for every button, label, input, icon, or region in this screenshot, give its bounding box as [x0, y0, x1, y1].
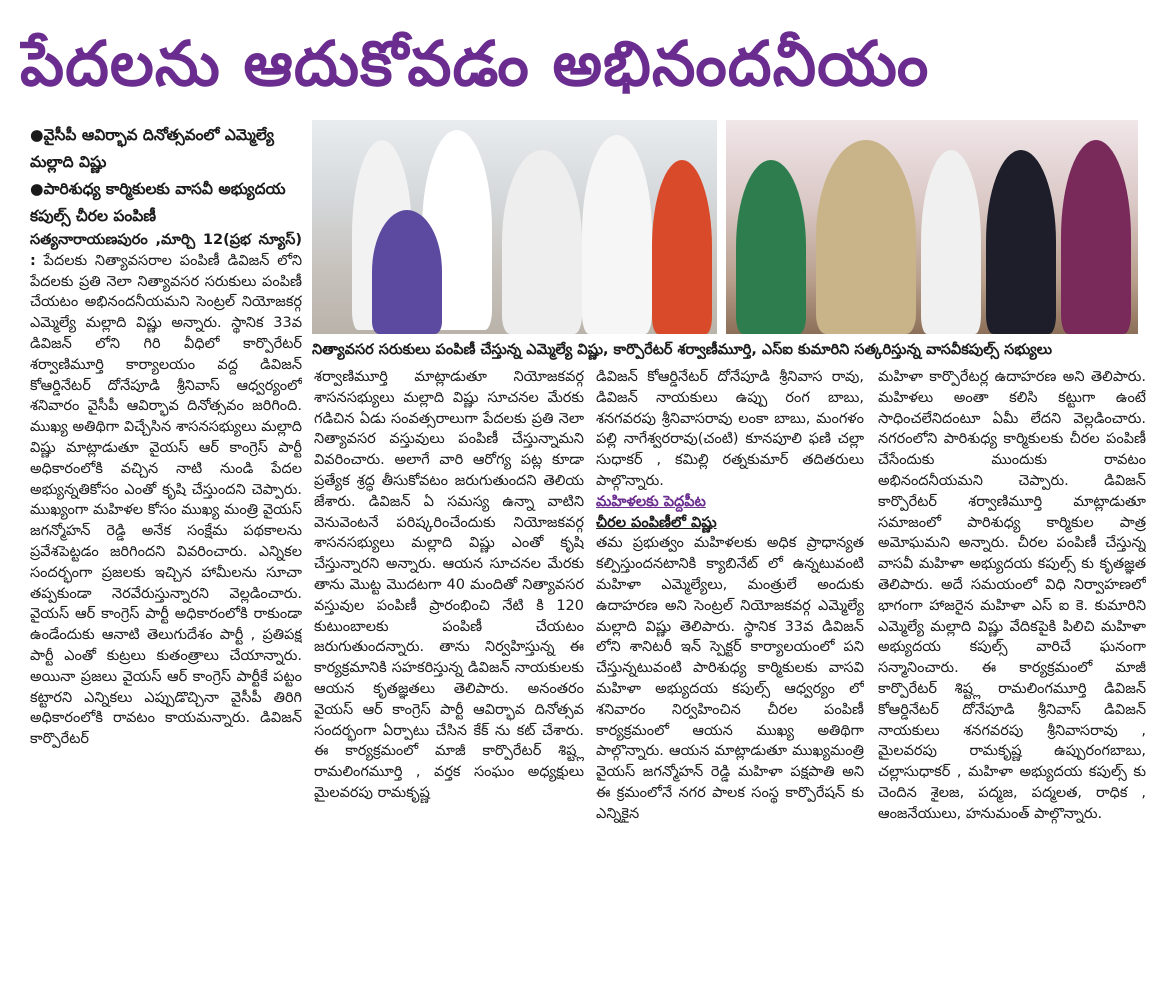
dateline: సత్యనారాయణపురం ,మార్చి 12(ప్రభ న్యూస్) :	[30, 232, 302, 269]
subheading: చీరల పంపిణీలో విష్ణు	[596, 514, 717, 531]
article-text: డివిజన్ కోఆర్డినేటర్ దోనేపూడి శ్రీనివాస రావు, డివిజన్ నాయకులు ఉప్పు రంగ బాబు, శనగవరపు శ్రీనివాసరావు లంకా బాబు, మంగళం పల్లి నాగేశ్వరరావు(చంటి) కూనపూలి ఫణి చల్లా సుధాకర్ , కమిల్లి రత్నకుమార్ తదితరులు పాల్గొన్నారు.	[596, 369, 864, 489]
photo-caption: నిత్యావసర సరుకులు పంపిణీ చేస్తున్న ఎమ్మెల్యే విష్ణు, కార్పొరేటర్ శర్వాణీమూర్తి, ఎస్ఐ కుమారిని సత్కరిస్తున్న వాసవీకపుల్స్ సభ్యులు	[312, 342, 1053, 358]
headline: పేదలను ఆదుకోవడం అభినందనీయం	[20, 27, 930, 100]
photo-area	[312, 120, 1138, 334]
bullet-point: ●వైసీపీ ఆవిర్భావ దినోత్సవంలో ఎమ్మెల్యే మల్లాది విష్ణు	[30, 126, 274, 171]
article-text: తమ ప్రభుత్వం మహిళలకు అధిక ప్రాధాన్యత కల్పిస్తుందనటానికి క్యాబినేట్ లో ఉన్నటువంటి మహిళా ఎమ్మెల్యేలు, మంత్రులే అందుకు ఉదాహరణ అని సెంట్రల్ నియోజకవర్గ ఎమ్మెల్యే మల్లాది విష్ణు తెలిపారు. స్థానిక 33వ డివిజన్ లోని శానిటరీ ఇన్ స్పెక్టర్ కార్యాలయంలో పని చేస్తున్నటువంటి పారిశుధ్య కార్మికులకు వాసవి మహిళా అభ్యుదయ కపుల్స్ ఆధ్వర్యం లో శనివారం నిర్వహించిన చీరల పంపిణీ కార్యక్రమంలో ఆయన ముఖ్య అతిథిగా పాల్గొన్నారు. ఆయన మాట్లాడుతూ ముఖ్యమంత్రి వైయస్ జగన్మోహన్ రెడ్డి మహిళా పక్షపాతి అని ఈ క్రమంలోనే నగర పాలక సంస్థ కార్పొరేషన్ కు ఎన్నికైన	[596, 535, 864, 822]
article-column-4	[878, 367, 1146, 932]
article-text: మహిళా కార్పొరేటర్ల ఉదాహరణ అని తెలిపారు. మహిళలు అంతా కలిసి కట్టుగా ఉంటే సాధించలేనిదంటూ ఏమీ లేదని వెల్లడించారు. నగరంలోని పారిశుధ్య కార్మికులకు చీరల పంపిణీ చేసేందుకు ముందుకు రావటం అభినందనీయమని చెప్పారు. డివిజన్ కార్పొరేటర్ శర్వాణిమూర్తి మాట్లాడుతూ సమాజంలో పారిశుధ్య కార్మికుల పాత్ర అమోఘమని అన్నారు. చీరల పంపిణీ చేస్తున్న వాసవీ మహిళా అభ్యుదయ కపుల్స్ కు కృతజ్ఞత తెలిపారు. అదే సమయంలో విధి నిర్వాహణలో భాగంగా హాజరైన మహిళా ఎస్ ఐ కె. కుమారిని ఎమ్మెల్యే మల్లాది విష్ణు వేదికపైకి పిలిచి మహిళా అభ్యుదయ కపుల్స్ వారిచే ఘనంగా సన్మానించారు. ఈ కార్యక్రమంలో మాజీ కార్పొరేటర్ శిష్ట్ల రామలింగమూర్తి డివిజన్ కోఆర్డినేటర్ దోనేపూడి శ్రీనివాస్ డివిజన్ నాయకులు శనగవరపు శ్రీనివాసరావు , మైలవరపు రామకృష్ణ ఉప్పురంగబాబు, చల్లాసుధాకర్ , మహిళా అభ్యుదయ కపుల్స్ కు చెందిన శైలజ, పద్మజ, పద్మలత, రాధిక , ఆంజనేయులు, హనుమంత్ పాల్గొన్నారు.	[878, 369, 1146, 822]
article-paragraph	[30, 230, 302, 750]
article-text: శర్వాణిమూర్తి మాట్లాడుతూ నియోజకవర్గ శాసనసభ్యులు మల్లాది విష్ణు సూచనల మేరకు గడిచిన ఏడు సంవత్సరాలుగా పేదలకు ప్రతి నెలా నిత్యావసర వస్తువులు పంపిణీ చేస్తున్నామని వివరించారు. అలాగే వారి ఆరోగ్య పట్ల కూడా ప్రత్యేక శ్రద్ధ తీసుకోవటం జరుగుతుందని తెలియ జేశారు. డివిజన్ ఏ సమస్య ఉన్నా వాటిని వెనువెంటనే పరిష్కరించేందుకు నియోజకవర్గ శాసనసభ్యులు మల్లాది విష్ణు ఎంతో కృషి చేస్తున్నారని అన్నారు. ఆయన సూచనల మేరకు తాను మొట్ట మొదటగా 40 మందితో నిత్యావసర వస్తువుల పంపిణీ ప్రారంభించి నేటి కి 120 కుటుంబాలకు పంపిణీ చేయటం జరుగుతుందన్నారు. తాను నిర్వహిస్తున్న ఈ కార్యక్రమానికి సహకరిస్తున్న డివిజన్ నాయకులకు ఆయన కృతజ్ఞతలు తెలిపారు. అనంతరం వైయస్ ఆర్ కాంగ్రెస్ పార్టీ ఆవిర్భావ దినోత్సవ సందర్భంగా ఏర్పాటు చేసిన కేక్ ను కట్ చేశారు. ఈ కార్యక్రమంలో మాజీ కార్పొరేటర్ శిష్ట్ల రామలింగమూర్తి , వర్తక సంఘం అధ్యక్షులు మైలవరపు రామకృష్ణ	[314, 369, 584, 801]
article-column-3	[596, 367, 864, 932]
article-column-1	[30, 122, 302, 932]
bullet-point: ●పారిశుధ్య కార్మికులకు వాసవీ అభ్యుదయ కపుల్స్ చీరల పంపిణీ	[30, 180, 286, 225]
article-column-2	[314, 367, 584, 932]
article-text: పేదలకు నిత్యావసరాల పంపిణీ డివిజన్ లోని పేదలకు ప్రతి నెలా నిత్యావసర సరుకులు పంపిణీ చేయటం అభినందనీయమని సెంట్రల్ నియోజకర్గ ఎమ్మెల్యే మల్లాది విష్ణు అన్నారు. స్థానిక 33వ డివిజన్ లోని గిరి వీధిలో కార్పొరేటర్ శర్వాణిమూర్తి కార్యాలయం వద్ద డివిజన్ కోఆర్డినేటర్ దోనేపూడి శ్రీనివాస్ ఆధ్వర్యంలో శనివారం వైసీపీ ఆవిర్భావ దినోత్సవం జరిగింది. ముఖ్య అతిథిగా విచ్చేసిన శాసనసభ్యులు మల్లాది విష్ణు మాట్లాడుతూ వైయస్ ఆర్ కాంగ్రెస్ పార్టీ అధికారంలోకి వచ్చిన నాటి నుండి పేదల అభ్యున్నతికోసం ఎంతో కృషి చేస్తుందని చెప్పారు. ముఖ్యంగా మహిళల కోసం ముఖ్య మంత్రి వైయస్ జగన్మోహన్ రెడ్డి అనేక సంక్షేమ పథకాలను ప్రవేశపెట్టడం జరిగిందని వివరించారు. ఎన్నికల సందర్భంగా ప్రజలకు ఇచ్చిన హామీలను సూచా తప్పకుండా నెరవేరుస్తున్నారని వెల్లడించారు. వైయస్ ఆర్ కాంగ్రెస్ పార్టీ అధికారంలోకి రాకుండా ఉండేందుకు ఆనాటి తెలుగుదేశం పార్టీ , ప్రతిపక్ష పార్టీ ఎంతో కుట్రలు కుతంత్రాలు చేయాన్నారు. అయినా ప్రజలు వైయస్ ఆర్ కాంగ్రెస్ పార్టీకే పట్టం కట్టారని ఎన్నికలు ఎప్పుడొచ్చినా వైసీపీ తిరిగి అధికారంలోకి రావటం కాయమన్నారు. డివిజన్ కార్పొరేటర్	[30, 252, 302, 748]
photo-felicitation	[726, 120, 1138, 334]
subheading: మహిళలకు పెద్దపీట	[596, 493, 706, 510]
photo-distribution	[312, 120, 717, 334]
